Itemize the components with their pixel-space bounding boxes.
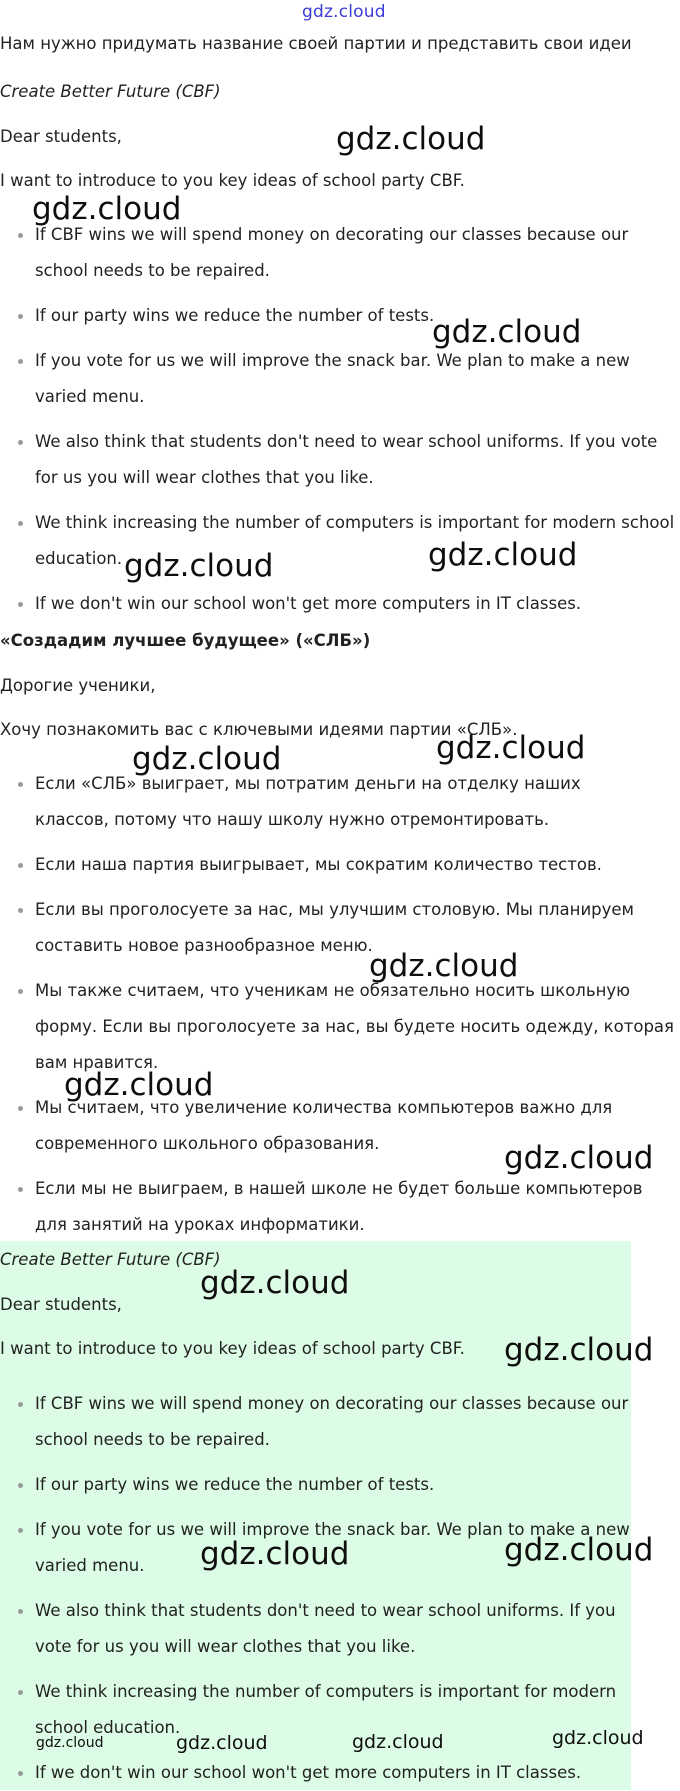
list-item: If we don't win our school won't get more computers in IT classes. xyxy=(0,586,680,622)
list-item: We also think that students don't need to wear school uniforms. If you vote for us you will wear clothes that you like. xyxy=(0,1593,635,1665)
list-item: If CBF wins we will spend money on decorating our classes because our school needs to be repaired. xyxy=(0,217,635,289)
list-item: If you vote for us we will improve the snack bar. We plan to make a new varied menu. xyxy=(0,1512,635,1584)
list-item: Мы считаем, что увеличение количества компьютеров важно для современного школьного образования. xyxy=(0,1090,665,1162)
list-item: If you vote for us we will improve the snack bar. We plan to make a new varied menu. xyxy=(0,343,680,415)
watermark: gdz.cloud xyxy=(428,537,578,573)
watermark: gdz.cloud xyxy=(132,741,282,777)
watermark: gdz.cloud xyxy=(32,191,182,227)
list-item: We also think that students don't need to wear school uniforms. If you vote for us you will wear clothes that you like. xyxy=(0,424,665,496)
list-item: We think increasing the number of computers is important for modern school education. xyxy=(0,1674,635,1746)
watermark: gdz.cloud xyxy=(436,730,586,766)
task-statement: Нам нужно придумать название своей партии и представить свои идеи xyxy=(0,34,632,53)
english-party-title: Create Better Future (CBF) xyxy=(0,82,221,101)
watermark: gdz.cloud xyxy=(200,1536,350,1572)
list-item: If our party wins we reduce the number of tests. xyxy=(0,298,635,334)
list-item: If our party wins we reduce the number of tests. xyxy=(0,1467,635,1503)
list-item: Если вы проголосуете за нас, мы улучшим столовую. Мы планируем составить новое разнообразное меню. xyxy=(0,892,645,964)
watermark: gdz.cloud xyxy=(124,548,274,584)
russian-intro: Хочу познакомить вас с ключевыми идеями партии «СЛБ». xyxy=(0,720,518,739)
list-item: Мы также считаем, что ученикам не обязательно носить школьную форму. Если вы проголосуете за нас, вы будете носить одежду, которая вам нравится. xyxy=(0,973,680,1081)
watermark: gdz.cloud xyxy=(504,1332,654,1368)
list-item: Если «СЛБ» выиграет, мы потратим деньги на отделку наших классов, потому что нашу школу нужно отремонтировать. xyxy=(0,766,650,838)
watermark: gdz.cloud xyxy=(64,1067,214,1103)
russian-party-title: «Создадим лучшее будущее» («СЛБ») xyxy=(0,631,371,650)
english-ideas-list xyxy=(0,217,680,622)
english-greeting: Dear students, xyxy=(0,127,122,146)
list-item: If we don't win our school won't get more computers in IT classes. xyxy=(0,1755,655,1791)
list-item: Если мы не выиграем, в нашей школе не будет больше компьютеров для занятий на уроках информатики. xyxy=(0,1171,675,1243)
english-intro: I want to introduce to you key ideas of school party CBF. xyxy=(0,171,465,190)
watermark: gdz.cloud xyxy=(352,1731,444,1753)
list-item: If CBF wins we will spend money on decorating our classes because our school needs to be repaired. xyxy=(0,1386,635,1458)
watermark: gdz.cloud xyxy=(552,1727,644,1749)
watermark: gdz.cloud xyxy=(200,1265,350,1301)
watermark: gdz.cloud xyxy=(369,948,519,984)
site-logo[interactable]: gdz.cloud xyxy=(302,2,386,22)
english-greeting-2: Dear students, xyxy=(0,1295,122,1314)
russian-greeting: Дорогие ученики, xyxy=(0,676,156,695)
watermark: gdz.cloud xyxy=(336,121,486,157)
english-intro-2: I want to introduce to you key ideas of school party CBF. xyxy=(0,1339,465,1358)
watermark: gdz.cloud xyxy=(36,1735,104,1751)
watermark: gdz.cloud xyxy=(176,1732,268,1754)
watermark: gdz.cloud xyxy=(432,314,582,350)
watermark: gdz.cloud xyxy=(504,1532,654,1568)
list-item: Если наша партия выигрывает, мы сократим количество тестов. xyxy=(0,847,665,883)
watermark: gdz.cloud xyxy=(504,1140,654,1176)
list-item: We think increasing the number of computers is important for modern school education. xyxy=(0,505,680,577)
english-party-title-2: Create Better Future (CBF) xyxy=(0,1250,221,1269)
